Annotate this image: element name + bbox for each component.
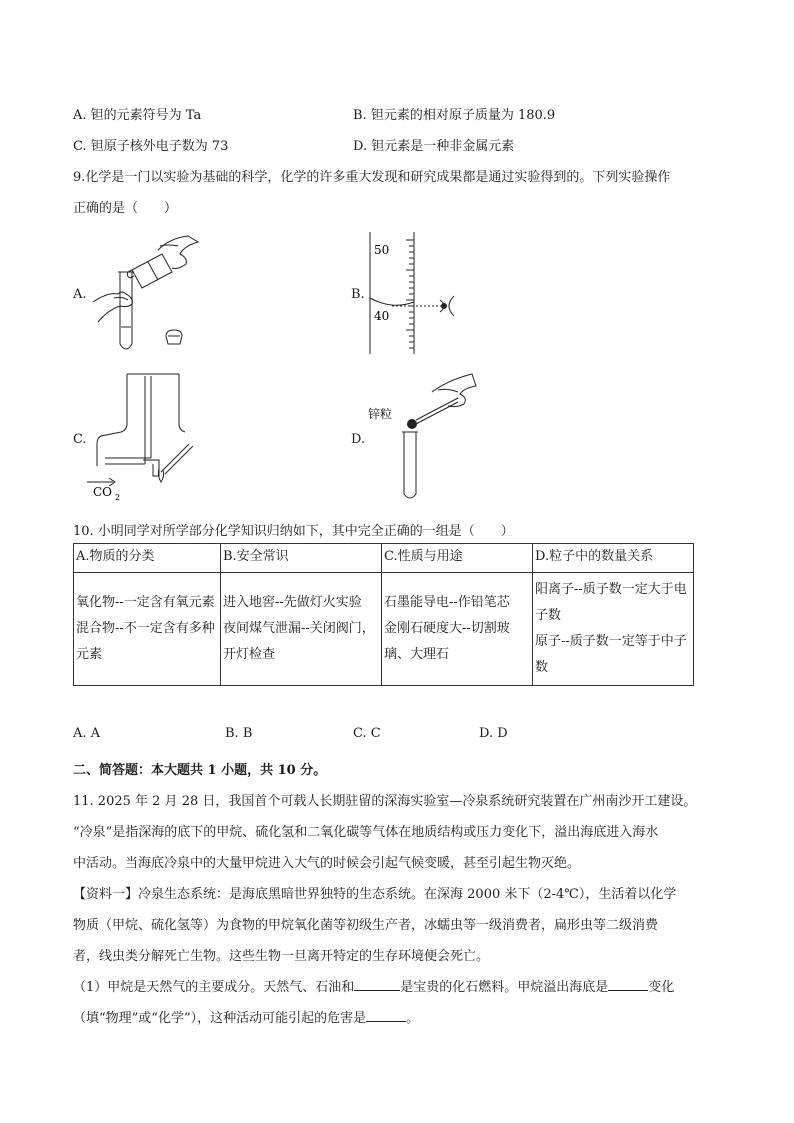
section-heading (73, 759, 326, 778)
table-cell-d: 阳离子--质子数一定大于电子数 原子--质子数一定等于中子数 (533, 573, 694, 686)
q8-option-b: B. 钽元素的相对原子质量为 180.9 (353, 108, 556, 123)
q9-figure-b-graduated-cylinder (362, 230, 472, 356)
table-header-c: C.性质与用途 (382, 544, 533, 573)
q11-part1-text-c: 变化 (648, 980, 675, 995)
table-cell-c: 石墨能导电--作铅笔芯 金刚石硬度大--切割玻璃、大理石 (382, 573, 533, 686)
q9-option-a-label: A. (73, 287, 87, 302)
q11-part1-line1 (73, 976, 674, 995)
q9-figure-d-adding-zinc (368, 372, 478, 502)
table-cell-a: 氧化物--一定含有氧元素 混合物--不一定含有多种元素 (74, 573, 221, 686)
cylinder-mark-50: 50 (374, 243, 390, 257)
q11-part1-line2 (73, 1007, 419, 1026)
resource-1-line2: 物质（甲烷、硫化氢等）为食物的甲烷氧化菌等初级生产者，冰蠕虫等一级消费者，扁形虫等二级消费 (73, 918, 659, 933)
q10-option-a: A. A (73, 726, 101, 741)
q11-line3: 中活动。当海底冷泉中的大量甲烷进入大气的时候会引起气候变暖，甚至引起生物灭绝。 (73, 856, 581, 871)
co2-subscript: 2 (115, 493, 121, 502)
answer-blank-1[interactable] (354, 976, 400, 991)
zinc-label: 锌粒 (368, 407, 393, 421)
table-header-b: B.安全常识 (221, 544, 382, 573)
q9-figure-a-pouring-liquid (88, 232, 208, 357)
zinc-granule-icon (407, 419, 417, 429)
table-header-d: D.粒子中的数量关系 (533, 544, 694, 573)
table-cell-b: 进入地窖--先做灯火实验 夜间煤气泄漏--关闭阀门，开灯检查 (221, 573, 382, 686)
knowledge-table (73, 543, 694, 686)
table-header-a: A.物质的分类 (74, 544, 221, 573)
q11-part1-text-b: 是宝贵的化石燃料。甲烷溢出海底是 (400, 980, 609, 995)
q11-part1-text-a: （1）甲烷是天然气的主要成分。天然气、石油和 (73, 980, 355, 995)
section-heading-rest: 本大题共 1 小题，共 10 分。 (151, 763, 327, 778)
answer-blank-2[interactable] (608, 976, 648, 991)
q9-figure-c-collecting-co2 (85, 372, 200, 502)
q8-option-c: C. 钽原子核外电子数为 73 (73, 139, 229, 154)
answer-blank-3[interactable] (366, 1007, 406, 1022)
q11-line2: “冷泉”是指深海的底下的甲烷、硫化氢和二氧化碳等气体在地质结构或压力变化下，溢出海底进入海水 (73, 825, 659, 840)
resource-1-tag: 【资料一】 (73, 887, 139, 902)
cylinder-mark-40: 40 (374, 309, 390, 323)
resource-1-text: 冷泉生态系统：是海底黑暗世界独特的生态系统。在深海 2000 米下（2-4℃），生活着以化学 (138, 887, 677, 902)
q10-option-b: B. B (225, 726, 253, 741)
q11-part1-text-e: 。 (406, 1011, 420, 1026)
q10-stem: 10. 小明同学对所学部分化学知识归纳如下，其中完全正确的一组是（ ） (73, 524, 514, 539)
resource-1-line1 (73, 883, 676, 902)
q8-option-d: D. 钽元素是一种非金属元素 (353, 139, 515, 154)
eye-pupil-icon (441, 303, 447, 309)
q10-option-d: D. D (479, 726, 508, 741)
q8-option-a: A. 钽的元素符号为 Ta (73, 108, 202, 123)
q9-stem-line2: 正确的是（ ） (73, 201, 178, 216)
q9-stem-line1: 9.化学是一门以实验为基础的科学，化学的许多重大发现和研究成果都是通过实验得到的。下列实验操作 (73, 170, 671, 185)
q9-option-c-label: C. (73, 432, 87, 447)
resource-1-line3: 者，线虫类分解死亡生物。这些生物一旦离开特定的生存环境便会死亡。 (73, 949, 490, 964)
q11-line1: 11. 2025 年 2 月 28 日，我国首个可载人长期驻留的深海实验室—冷泉系统研究装置在广州南沙开工建设。 (73, 794, 697, 809)
q9-option-b-label: B. (351, 287, 365, 302)
co2-label: CO (93, 485, 113, 499)
q10-option-c: C. C (353, 726, 381, 741)
q9-option-d-label: D. (351, 432, 366, 447)
q11-part1-text-d: （填“物理”或“化学”），这种活动可能引起的危害是 (73, 1011, 367, 1026)
section-heading-prefix: 二、简答题： (73, 763, 152, 778)
